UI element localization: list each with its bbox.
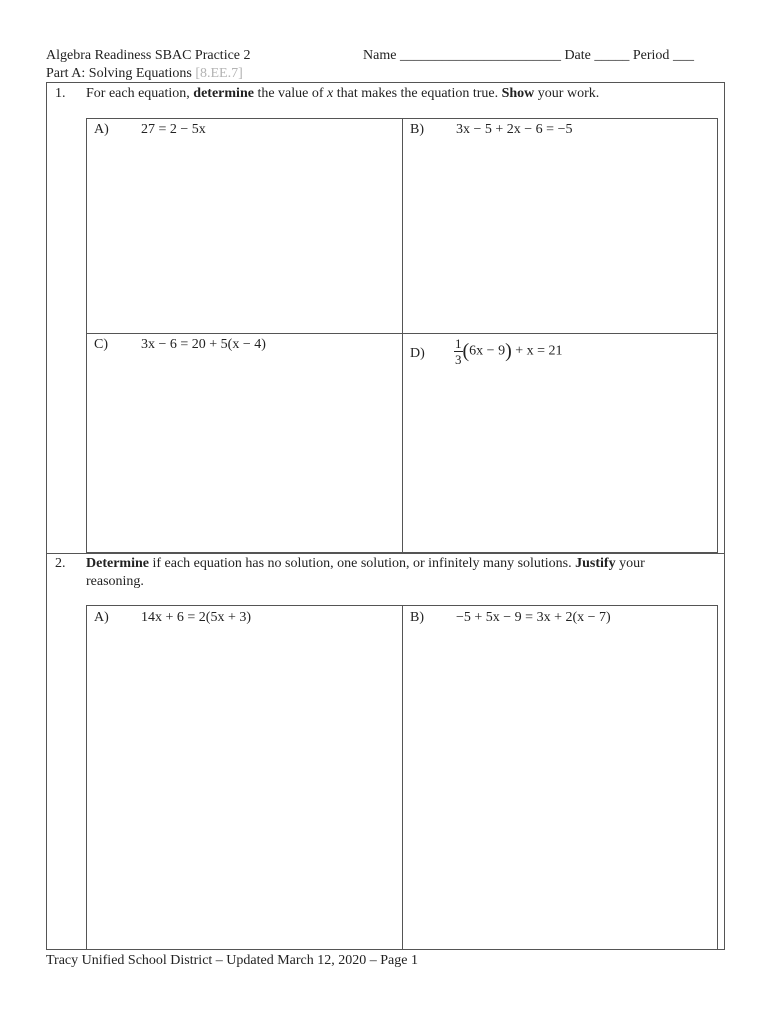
q1-cell-a-equation: 27 = 2 − 5x — [141, 122, 206, 137]
period-blank[interactable]: ___ — [672, 48, 694, 63]
name-field[interactable] — [363, 48, 694, 64]
q2-cell-b-label: B) — [410, 610, 424, 625]
question-1-grid-divider-v — [402, 118, 403, 553]
part-heading — [46, 66, 243, 82]
name-blank[interactable]: _______________________ — [399, 48, 561, 63]
question-2-number: 2. — [55, 556, 66, 571]
q1-cell-c-equation: 3x − 6 = 20 + 5(x − 4) — [141, 337, 266, 352]
question-2-grid-divider-v — [402, 605, 403, 950]
q1-cell-b-equation: 3x − 5 + 2x − 6 = −5 — [456, 122, 573, 137]
q2-cell-b-equation: −5 + 5x − 9 = 3x + 2(x − 7) — [456, 610, 611, 625]
part-label: Part A: Solving Equations — [46, 66, 192, 81]
period-label: Period — [632, 48, 670, 63]
q1-cell-d-label: D) — [410, 346, 425, 361]
q2-cell-a-equation: 14x + 6 = 2(5x + 3) — [141, 610, 252, 625]
question-1-number: 1. — [55, 86, 66, 101]
question-1-grid-divider-h — [86, 333, 718, 334]
question-2-instructions-line2: reasoning. — [86, 574, 144, 589]
q1-cell-d-equation: $\frac{1}{3}$ (6x − 9) + x = 21 — [455, 336, 563, 367]
date-label: Date — [564, 48, 591, 63]
standard-tag: [8.EE.7] — [195, 66, 243, 81]
date-blank[interactable]: _____ — [594, 48, 630, 63]
question-2-instructions: Determine if each equation has no solution, one solution, or infinitely many solutions. Justify your — [86, 556, 645, 571]
q1-cell-a-label: A) — [94, 122, 109, 137]
one-third-fraction: $\frac{1}{3}$ — [455, 336, 462, 367]
q1-cell-b-label: B) — [410, 122, 424, 137]
page-footer: Tracy Unified School District – Updated March 12, 2020 – Page 1 — [46, 953, 418, 968]
name-label: Name — [363, 48, 397, 63]
q2-cell-a-label: A) — [94, 610, 109, 625]
question-1-instructions: For each equation, determine the value of x that makes the equation true. Show your work. — [86, 86, 600, 101]
q1-cell-c-label: C) — [94, 337, 108, 352]
worksheet-title: Algebra Readiness SBAC Practice 2 — [46, 48, 251, 63]
